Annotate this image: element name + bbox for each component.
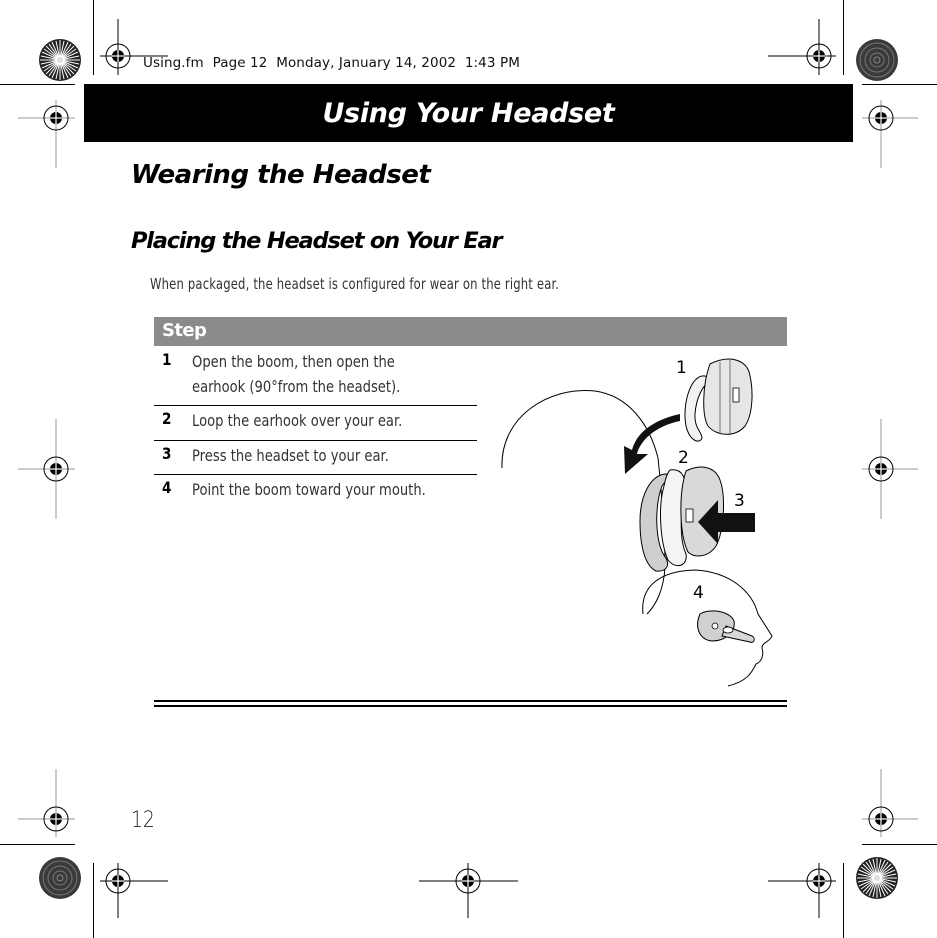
step-number: 4 [162,478,172,497]
step-number: 3 [162,444,172,463]
figure-label-1: 1 [676,358,687,378]
row-divider [154,474,477,475]
figure-label-2: 2 [678,448,689,468]
subsection-heading: Placing the Headset on Your Ear [131,228,502,254]
row-divider [154,440,477,441]
intro-paragraph: When packaged, the headset is configured for wear on the right ear. [150,275,560,293]
step-text: Loop the earhook over your ear. [192,411,403,430]
chapter-title-bar [84,84,853,142]
step-row [154,350,477,400]
row-divider [154,405,477,406]
chapter-title: Using Your Headset [322,97,615,129]
headset-wearing-illustration [490,346,790,691]
print-slug: Using.fm Page 12 Monday, January 14, 2002 1:43 PM [143,55,520,71]
page-number: 12 [131,808,155,833]
step-row [154,444,477,470]
step-text: Point the boom toward your mouth. [192,480,426,499]
figure-label-3: 3 [734,491,745,511]
step-row [154,409,477,435]
step-text: Press the headset to your ear. [192,446,389,465]
step-column-label: Step [162,320,207,341]
section-heading: Wearing the Headset [131,160,431,190]
step-text: Open the boom, then open the [192,352,395,371]
step-row [154,478,477,504]
step-number: 2 [162,409,172,428]
step-text: earhook (90°from the headset). [192,377,401,396]
bottom-rule [154,705,787,707]
steps-table-header [154,317,787,346]
bottom-rule [154,700,787,702]
figure-label-4: 4 [693,583,704,603]
step-number: 1 [162,350,172,369]
